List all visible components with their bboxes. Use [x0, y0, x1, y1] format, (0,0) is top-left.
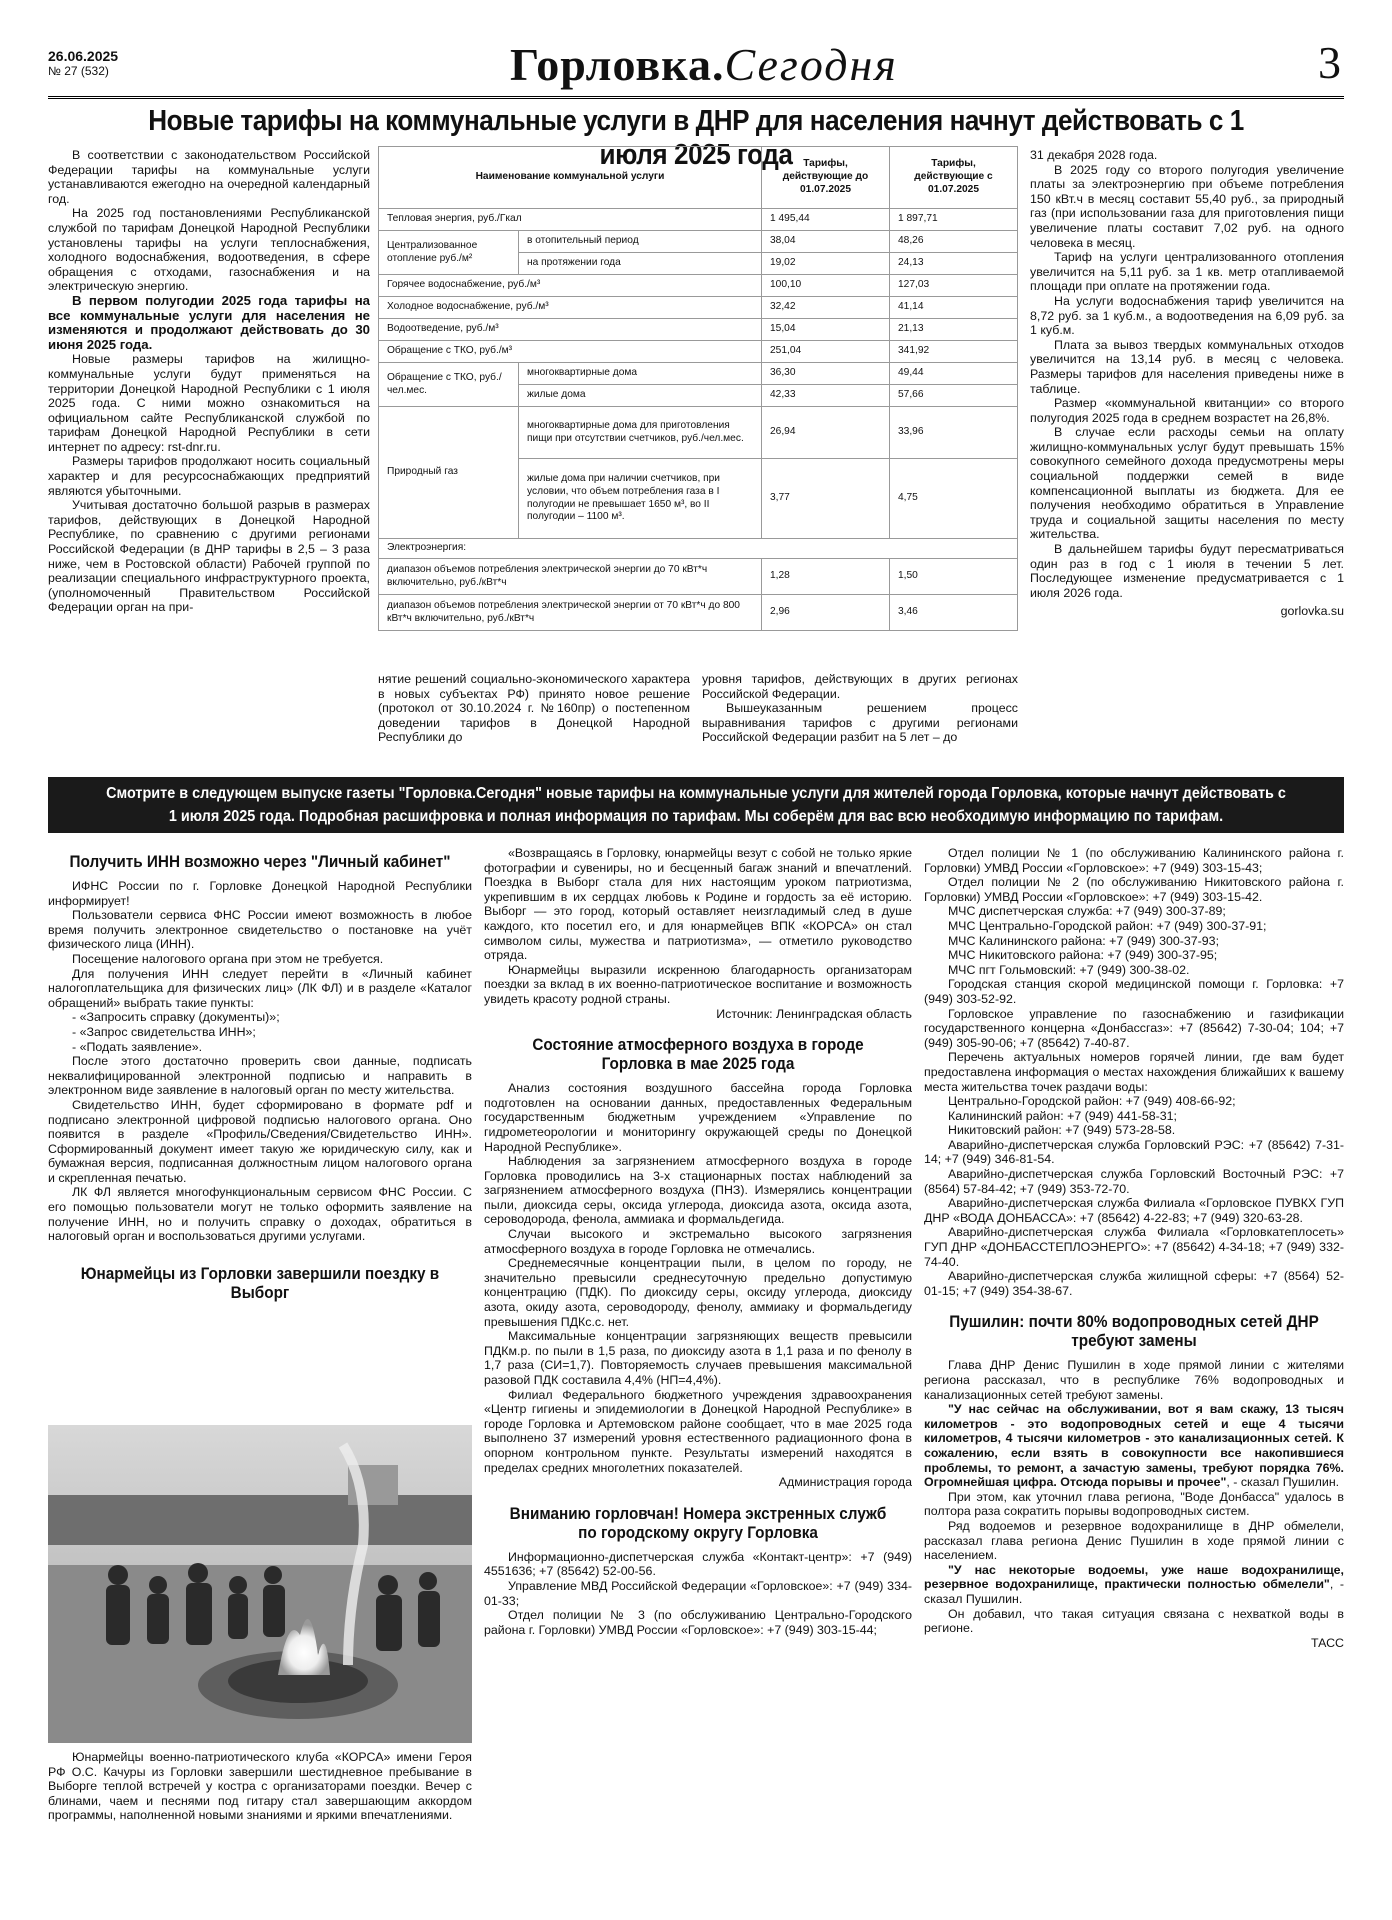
- paragraph: Вышеуказанным решением процесс выравнивания тарифов с другими регионами Российской Федерации разбит на 5 лет – до: [702, 701, 1018, 745]
- paragraph: Размеры тарифов продолжают носить социальный характер и для ресурсоснабжающих предприятий являются убыточными.: [48, 454, 370, 498]
- masthead-main: Горловка.: [510, 39, 725, 90]
- announcement-banner: [48, 777, 1344, 833]
- main-headline: Новые тарифы на коммунальные услуги в ДНР для населения начнут действовать с 1 июля 2025 года: [148, 105, 1244, 171]
- paragraph: ИФНС России по г. Горловке Донецкой Народной Республики информирует!: [48, 879, 472, 908]
- header-rule: [48, 98, 1344, 99]
- table-cell: 15,04: [762, 319, 890, 341]
- issue-number: № 27 (532): [48, 64, 109, 78]
- table-cell: 1,28: [762, 559, 890, 595]
- quote: "У нас сейчас на обслуживании, вот я вам скажу, 13 тысяч километров - это водопроводных сетей и еще 4 тысячи километров, 4 тысячи километров - это канализационных сетей. К сожалению, если взять в совокупности все накопившиеся проблемы, то ремонт, а зачастую замены, требуют порядка 76%. Огромнейшая цифра. Отсюда порывы и прочее": [924, 1402, 1344, 1490]
- table-cell: жилые дома: [519, 385, 762, 407]
- paragraph: уровня тарифов, действующих в других регионах Российской Федерации.: [702, 672, 1018, 701]
- paragraph: Пользователи сервиса ФНС России имеют возможность в любое время получить электронное свидетельство о постановке на учёт физического лица (ИНН).: [48, 908, 472, 952]
- issue-date: 26.06.2025: [48, 48, 119, 64]
- paragraph: МЧС Калининского района: +7 (949) 300-37-93;: [948, 933, 1220, 948]
- paragraph: Центрально-Городской район: +7 (949) 408-66-92;: [948, 1094, 1236, 1109]
- article-title: Юнармейцы из Горловки завершили поездку в Выборг: [80, 1263, 440, 1302]
- table-cell: жилые дома при наличии счетчиков, при условии, что объем потребления газа в I полугодии не превышает 1650 м³, во II полугодии – 1100 м³.: [519, 459, 762, 539]
- paragraph: МЧС пгт Гольмовский: +7 (949) 300-38-02.: [948, 962, 1190, 977]
- table-cell: 3,77: [762, 459, 890, 539]
- lead-column-mid-a: [378, 672, 690, 776]
- table-cell: 48,26: [890, 231, 1018, 253]
- paragraph: После этого достаточно проверить свои данные, подписать неквалифицированной электронной подписью и направить в электронном виде заявление в налоговый орган по месту жительства.: [48, 1054, 472, 1098]
- paragraph: Ряд водоемов и резервное водохранилище в ДНР обмелели, рассказал глава региона Денис Пушилин в ходе прямой линии с населением.: [924, 1518, 1344, 1563]
- table-header: Тарифы, действующие с 01.07.2025: [890, 147, 1018, 209]
- campfire-photo-image: [48, 1425, 472, 1743]
- table-cell: 19,02: [762, 253, 890, 275]
- table-cell: 3,46: [890, 595, 1018, 631]
- paragraph: ЛК ФЛ является многофункциональным сервисом ФНС России. С его помощью пользователи могут не только оформить заявление на получение ИНН, но и получить справку о доходах, обратиться в налоговый орган и воспользоваться другими услугами.: [48, 1185, 472, 1244]
- table-cell: 100,10: [762, 275, 890, 297]
- paragraph: Городская станция скорой медицинской помощи г. Горловка: +7 (949) 303-52-92.: [924, 977, 1344, 1006]
- paragraph: Тариф на услуги централизованного отопления увеличится на 5,11 руб. за 1 кв. метр отапливаемой площади при оплате на протяжении года.: [1030, 250, 1344, 294]
- table-cell: 41,14: [890, 297, 1018, 319]
- paragraph: Аварийно-диспетчерская служба Горловский Восточный РЭС: +7 (8564) 57-84-42; +7 (949) 353-72-70.: [924, 1167, 1344, 1196]
- table-cell: 38,04: [762, 231, 890, 253]
- paragraph: Свидетельство ИНН, будет сформировано в формате pdf и подписано электронной цифровой подписью налогового органа. Оно появится в разделе «Профиль/Сведения/Свидетельство ИНН». Сформированный документ имеет такую же юридическую силу, как и бумажная версия, подписанная должностным лицом налогового органа и скрепленная печатью.: [48, 1097, 472, 1185]
- table-cell: 4,75: [890, 459, 1018, 539]
- table-cell: Водоотведение, руб./м³: [379, 319, 762, 341]
- header-rule: [48, 96, 1344, 97]
- paragraph: Новые размеры тарифов на жилищно-коммунальные услуги будут применяться на территории Донецкой Народной Республики с 1 июля 2025 года. С ними можно ознакомиться на официальном сайте Республиканской службой по тарифам Донецкой Народной Республики в сети интернет по адресу: rst-dnr.ru.: [48, 352, 370, 454]
- paragraph: Аварийно-диспетчерская служба жилищной сферы: +7 (8564) 52-01-15; +7 (949) 354-38-67.: [924, 1269, 1344, 1298]
- source: Администрация города: [778, 1475, 912, 1490]
- lead-column-right: [1030, 148, 1344, 776]
- table-cell: 33,96: [890, 407, 1018, 459]
- table-cell: диапазон объемов потребления электрической энергии до 70 кВт*ч включительно, руб./кВт*ч: [379, 559, 762, 595]
- table-cell: диапазон объемов потребления электрической энергии от 70 кВт*ч до 800 кВт*ч включительно, руб./кВт*ч: [379, 595, 762, 631]
- yun-caption-wrap: [48, 1750, 472, 1910]
- paragraph: Анализ состояния воздушного бассейна города Горловка подготовлен на основании данных, предоставленных Федеральным государственным бюджетным учреждением «Управление по гидрометеорологии и мониторингу окружающей среды по Донецкой Народной Республике».: [484, 1081, 912, 1154]
- paragraph: Он добавил, что такая ситуация связана с нехваткой воды в регионе.: [924, 1606, 1344, 1636]
- table-cell: 127,03: [890, 275, 1018, 297]
- paragraph: Посещение налогового органа при этом не требуется.: [72, 951, 384, 966]
- table-cell: 341,92: [890, 341, 1018, 363]
- paragraph: Среднемесячные концентрации пыли, в целом по городу, не значительно превысили среднесуточную предельно допустимую концентрацию (ПДК). По диоксиду серы, оксиду углерода, диоксиду азота, окиду азота, сероводороду, фенолу, аммиаку и формальдегиду превышения ПДКс.с. нет.: [484, 1256, 912, 1329]
- table-cell: 57,66: [890, 385, 1018, 407]
- paragraph: В случае если расходы семьи на оплату жилищно-коммунальных услуг будут превышать 15% совокупного семейного дохода предусмотрены меры социальной поддержки семей в виде компенсационной выплаты из бюджета. Для ее получения необходимо обратиться в Управление труда и социальной защиты населения по месту жительства.: [1030, 425, 1344, 542]
- page-number: 3: [1318, 37, 1341, 88]
- paragraph: Максимальные концентрации загрязняющих веществ превысили ПДКм.р. по пыли в 1,5 раза, по диоксиду азота в 1,1 раза и по фенолу в 1,7 раза (СИ=1,7). Повторяемость случаев превышения максимальной разовой ПДК составила 4,4% (НП=4,4%).: [484, 1329, 912, 1387]
- paragraph: Отдел полиции № 1 (по обслуживанию Калининского района г. Горловки) УМВД России «Горловское»: +7 (949) 303-15-43;: [924, 846, 1344, 875]
- table-cell: 49,44: [890, 363, 1018, 385]
- masthead-italic: Сегодня: [724, 39, 898, 90]
- table-cell: Обращение с ТКО, руб./м³: [379, 341, 762, 363]
- paragraph: При этом, как уточнил глава региона, "Воде Донбасса" удалось в полтора раза сократить порывы водопроводных систем.: [924, 1489, 1344, 1519]
- table-cell: многоквартирные дома для приготовления пищи при отсутствии счетчиков, руб./чел.мес.: [519, 407, 762, 459]
- paragraph: Юнармейцы выразили искренною благодарность организаторам поездки за вклад в их военно-патриотическое воспитание и возможность увидеть красоту родной страны.: [484, 962, 912, 1006]
- paragraph: Размер «коммунальной квитанции» со второго полугодия 2025 года в среднем возрастет на 26,8%.: [1030, 396, 1344, 425]
- source: Источник: Ленинградская область: [716, 1006, 912, 1021]
- paragraph: Учитывая достаточно большой разрыв в размерах тарифов, действующих в Донецкой Народной Республике, по сравнению с другими регионами Российской Федерации (в ДНР тарифы в 2,5 – 3 раза ниже, чем в Ростовской области) Рабочей группой по реализации специального инфраструктурного проекта, (уполномоченный Правительством Российской Федерации орган на при-: [48, 498, 370, 615]
- paragraph: - «Запросить справку (документы)»;: [72, 1010, 280, 1025]
- table-cell: на протяжении года: [519, 253, 762, 275]
- quote-attribution: , - сказал Пушилин.: [924, 1577, 1344, 1606]
- table-cell: 1,50: [890, 559, 1018, 595]
- table-cell: 1 495,44: [762, 209, 890, 231]
- paragraph: Горловское управление по газоснабжению и газификации государственного концерна «Донбассгаз»: +7 (85642) 7-30-04; 104; +7 (949) 305-90-06; +7 (85642) 7-40-87.: [924, 1006, 1344, 1050]
- paragraph: В дальнейшем тарифы будут пересматриваться один раз в год с 1 июля в течении 5 лет. Последующее изменение предусматривается с 1 июля 2026 года.: [1030, 542, 1344, 600]
- table-header: Наименование коммунальной услуги: [379, 147, 762, 209]
- table-cell: 32,42: [762, 297, 890, 319]
- paragraph: На услуги водоснабжения тариф увеличится на 8,72 руб. за 1 куб.м., а водоотведения на 6,09 руб. за 1 куб.м.: [1030, 293, 1344, 338]
- paragraph: В соответствии с законодательством Российской Федерации тарифы на коммунальные услуги устанавливаются ежегодно на очередной календарный год.: [48, 148, 370, 206]
- masthead: [510, 38, 898, 91]
- article-title: Вниманию горловчан! Номера экстренных служб по городскому округу Горловка: [509, 1503, 887, 1542]
- paragraph: Аварийно-диспетчерская служба Филиала «Горловское ПУВКХ ГУП ДНР «ВОДА ДОНБАССА»: +7 (85642) 4-22-83; +7 (949) 320-63-28.: [924, 1196, 1344, 1225]
- paragraph: Случаи высокого и экстремально высокого загрязнения атмосферного воздуха в городе Горловка не отмечались.: [484, 1227, 912, 1256]
- paragraph: МЧС Центрально-Городской район: +7 (949) 300-37-91;: [948, 918, 1267, 933]
- paragraph: Перечень актуальных номеров горячей линии, где вам будет предоставлена информация о местах нахождения ближайших к вашему места жительства точек раздачи воды:: [924, 1050, 1344, 1094]
- tariff-table: [378, 146, 1018, 631]
- table-cell: 26,94: [762, 407, 890, 459]
- table-cell: Тепловая энергия, руб./Гкал: [379, 209, 762, 231]
- table-cell: многоквартирные дома: [519, 363, 762, 385]
- paragraph: Аварийно-диспетчерская служба Горловский РЭС: +7 (85642) 7-31-14; +7 (949) 346-81-54.: [924, 1137, 1344, 1167]
- paragraph: Филиал Федерального бюджетного учреждения здравоохранения «Центр гигиены и эпидемиологии в Донецкой Народной Республике» в городе Горловка и Артемовском районе сообщает, что в мае 2025 года выполнено 37 измерений уровня естественного радиационного фона в опорном контрольном пункте. Результаты измерений находятся в пределах средних многолетних показателей.: [484, 1387, 912, 1475]
- paragraph: Управление МВД Российской Федерации «Горловское»: +7 (949) 334-01-33;: [484, 1578, 912, 1608]
- paragraph: Калининский район: +7 (949) 441-58-31;: [948, 1108, 1177, 1123]
- paragraph: Наблюдения за загрязнением атмосферного воздуха в городе Горловка проводились на 3-х стационарных постах наблюдений за загрязнением атмосферного воздуха (ПНЗ). Измерялись концентрации пыли, диоксида серы, оксида углерода, диоксида азота, оксида азота, сероводорода, фенола, аммиака и формальдегида.: [484, 1154, 912, 1227]
- table-cell: Обращение с ТКО, руб./чел.мес.: [379, 363, 519, 407]
- paragraph: нятие решений социально-экономического характера в новых субъектах РФ) принято новое решение (протокол от 30.10.2024 г. №160пр) о постепенном доведении тарифов в Донецкой Народной Республики до: [378, 672, 690, 745]
- article-title: Пушилин: почти 80% водопроводных сетей ДНР требуют замены: [949, 1312, 1319, 1351]
- paragraph: МЧС Никитовского района: +7 (949) 300-37-95;: [948, 948, 1218, 963]
- table-cell: Холодное водоснабжение, руб./м³: [379, 297, 762, 319]
- paragraph: - «Запрос свидетельства ИНН»;: [72, 1024, 256, 1039]
- source: gorlovka.su: [1280, 604, 1344, 619]
- table-cell: 21,13: [890, 319, 1018, 341]
- inn-article: [48, 846, 472, 1424]
- table-cell: Централизованное отопление руб./м²: [379, 231, 519, 275]
- lead-column-mid-b: [702, 672, 1018, 776]
- table-header: Тарифы, действующие до 01.07.2025: [762, 147, 890, 209]
- table-cell: 42,33: [762, 385, 890, 407]
- quote-attribution: , - сказал Пушилин.: [1226, 1475, 1340, 1490]
- paragraph: 31 декабря 2028 года.: [1030, 148, 1158, 162]
- paragraph: Глава ДНР Денис Пушилин в ходе прямой линии с жителями региона рассказал, что в республике 76% водопроводных и канализационных сетей требуют замены.: [924, 1358, 1344, 1402]
- middle-column: [484, 846, 912, 1910]
- table-cell: Горячее водоснабжение, руб./м³: [379, 275, 762, 297]
- tariff-table-wrap: [378, 146, 1018, 656]
- table-cell: 2,96: [762, 595, 890, 631]
- paragraph: Отдел полиции № 2 (по обслуживанию Никитовского района г. Горловки) УМВД России «Горловское»: +7 (949) 303-15-42.: [924, 875, 1344, 904]
- lead-column-left: [48, 148, 370, 778]
- paragraph: - «Подать заявление».: [72, 1039, 203, 1054]
- quote: "У нас некоторые водоемы, уже наше водохранилище, резервное водохранилище, практически полностью обмелели": [924, 1562, 1344, 1592]
- paragraph: Никитовский район: +7 (949) 573-28-58.: [948, 1123, 1176, 1138]
- paragraph: Плата за вывоз твердых коммунальных отходов увеличится на 13,14 руб. в месяц с человека. Размеры тарифов для населения приведены ниже в таблице.: [1030, 337, 1344, 396]
- paragraph: Для получения ИНН следует перейти в «Личный кабинет налогоплательщика для физических лиц» (ЛК ФЛ) и в разделе «Каталог обращений» выбрать такие пункты:: [48, 966, 472, 1010]
- table-cell: 36,30: [762, 363, 890, 385]
- table-cell: Природный газ: [379, 407, 519, 539]
- banner-text: Смотрите в следующем выпуске газеты "Горловка.Сегодня" новые тарифы на коммунальные услуги для жителей города Горловка, которые начнут действовать с 1 июля 2025 года. Подробная расшифровка и полная информация по тарифам. Мы соберём для вас всю необходимую информацию по тарифам.: [106, 785, 1286, 825]
- paragraph: В 2025 году со второго полугодия увеличение платы за электроэнергию при объеме потребления 150 кВт.ч в месяц составит 55,40 руб., за природный газ (при использовании газа для приготовления пищи увеличение платы составит 7,02 руб. на одного человека в месяц.: [1030, 162, 1344, 250]
- article-title: Получить ИНН возможно через "Личный кабинет": [69, 852, 451, 871]
- photo-caption: Юнармейцы военно-патриотического клуба «КОРСА» имени Героя РФ О.С. Качуры из Горловки завершили шестидневное пребывание в Выборге теплой встречей у костра с организаторами поездки. Вечер с блинами, чаем и песнями под гитару стал завершающим аккордом программы, наполненной новыми знаниями и яркими впечатлениями.: [48, 1750, 472, 1823]
- bold-paragraph: В первом полугодии 2025 года тарифы на все коммунальные услуги для населения не изменяются и продолжают действовать до 30 июня 2025 года.: [48, 292, 370, 352]
- right-column: [924, 846, 1344, 1910]
- paragraph: Отдел полиции № 3 (по обслуживанию Центрально-Городского района г. Горловки) УМВД России «Горловское»: +7 (949) 303-15-44;: [484, 1608, 912, 1637]
- table-cell: 251,04: [762, 341, 890, 363]
- paragraph: «Возвращаясь в Горловку, юнармейцы везут с собой не только яркие фотографии и сувениры, но и бесценный багаж знаний и впечатлений. Поездка в Выборг стала для них настоящим уроком патриотизма, укрепившим в их сердцах любовь к Родине и гордость за её историю. Выборг — это город, который оставляет неизгладимый след в душе каждого, кто посетил его, и для юнармейцев ВПК «КОРСА» он стал символом силы, мужества и патриотизма», — отметило руководство отряда.: [484, 846, 912, 963]
- table-cell: 24,13: [890, 253, 1018, 275]
- paragraph: МЧС диспетчерская служба: +7 (949) 300-37-89;: [948, 904, 1226, 919]
- article-title: Состояние атмосферного воздуха в городе Горловка в мае 2025 года: [532, 1035, 864, 1074]
- source: ТАСС: [1310, 1635, 1344, 1650]
- table-cell: Электроэнергия:: [379, 539, 1018, 559]
- paragraph: На 2025 год постановлениями Республиканской службой по тарифам Донецкой Народной Республики установлены тарифы на услуги теплоснабжения, холодного водоснабжения, водоотведения, в сфере обращения с отходами, газоснабжения и на электрическую энергию.: [48, 206, 370, 294]
- campfire-photo: [48, 1425, 472, 1743]
- paragraph: Информационно-диспетчерская служба «Контакт-центр»: +7 (949) 4551636; +7 (85642) 52-00-56.: [484, 1549, 912, 1579]
- paragraph: Аварийно-диспетчерская служба Филиала «Горловкатеплосеть» ГУП ДНР «ДОНБАССТЕПЛОЭНЕРГО»: +7 (85642) 4-34-18; +7 (949) 332-74-40.: [924, 1225, 1344, 1269]
- table-cell: 1 897,71: [890, 209, 1018, 231]
- table-cell: в отопительный период: [519, 231, 762, 253]
